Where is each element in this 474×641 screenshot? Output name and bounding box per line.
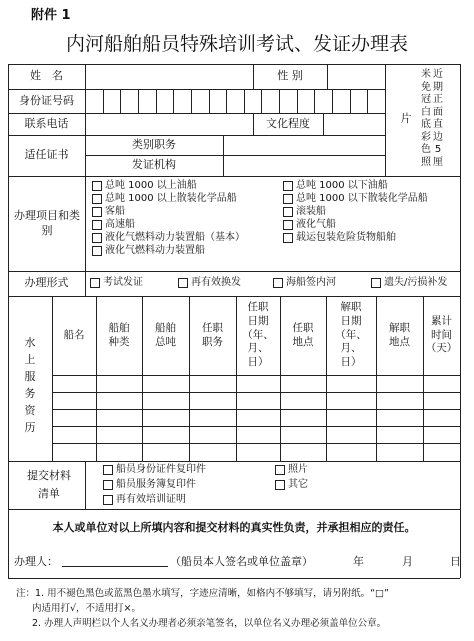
service-cell[interactable] — [377, 410, 423, 426]
item-option-label: 总吨 1000 以上散装化学品船 — [105, 193, 237, 204]
id-digit-divider — [120, 89, 121, 113]
form-option[interactable] — [178, 275, 241, 291]
checkbox[interactable] — [92, 246, 102, 256]
phone-field[interactable] — [86, 114, 252, 135]
service-cell[interactable] — [53, 393, 96, 409]
date-month-label: 月 — [402, 555, 413, 568]
checkbox[interactable] — [283, 233, 293, 243]
id-digit-divider — [226, 89, 227, 113]
service-cell[interactable] — [143, 444, 189, 460]
category-duty-field[interactable] — [224, 136, 384, 155]
id-digit-divider — [314, 89, 315, 113]
issuer-label: 发证机构 — [132, 158, 176, 172]
materials-label: 提交材料清单 — [27, 469, 71, 500]
service-header: 船名 — [63, 328, 85, 341]
category-duty-label: 类别职务 — [132, 137, 176, 151]
service-header: 解职 地点 — [389, 321, 410, 348]
item-option-label: 总吨 1000 以下油船 — [296, 180, 388, 191]
id-digit-divider — [103, 89, 104, 113]
id-digit-divider — [138, 89, 139, 113]
page-title: 内河船舶船员特殊培训考试、发证办理表 — [65, 33, 408, 55]
service-cell[interactable] — [190, 393, 236, 409]
photo-box[interactable] — [386, 65, 460, 176]
id-digit-divider — [297, 89, 298, 113]
checkbox[interactable] — [103, 495, 113, 505]
service-cell[interactable] — [97, 393, 142, 409]
item-option-label: 载运包装危险货物船舶 — [296, 232, 396, 243]
checkbox[interactable] — [92, 207, 102, 217]
checkbox[interactable] — [178, 278, 188, 288]
material-option[interactable] — [103, 462, 206, 478]
material-option-label: 其它 — [288, 479, 308, 490]
checkbox[interactable] — [275, 480, 285, 490]
service-cell[interactable] — [190, 410, 236, 426]
gender-label: 性 别 — [277, 69, 303, 83]
service-cell[interactable] — [327, 427, 376, 443]
attachment-label: 附件 1 — [31, 8, 71, 23]
service-cell[interactable] — [237, 410, 280, 426]
applicant-label: 办理人： — [14, 555, 58, 568]
id-digit-divider — [173, 89, 174, 113]
form-option[interactable] — [371, 275, 447, 291]
service-cell[interactable] — [281, 410, 326, 426]
checkbox[interactable] — [371, 278, 381, 288]
checkbox[interactable] — [275, 465, 285, 475]
items-label: 办理项目和类别 — [14, 209, 80, 237]
service-cell[interactable] — [327, 444, 376, 460]
form-option-label: 考试发证 — [103, 277, 143, 288]
material-option-label: 船员身份证件复印件 — [116, 464, 206, 475]
service-cell[interactable] — [327, 376, 376, 392]
applicant-signature-line[interactable] — [62, 566, 168, 567]
date-year-label: 年 — [353, 555, 364, 568]
service-cell[interactable] — [424, 410, 460, 426]
id-digit-divider — [332, 89, 333, 113]
checkbox[interactable] — [103, 480, 113, 490]
item-option-label: 滚装船 — [296, 206, 326, 217]
service-header: 解职 日期 （年、 月、 日） — [335, 301, 367, 368]
form-options — [85, 271, 460, 296]
material-option[interactable] — [275, 462, 308, 478]
date-day-label: 日 — [450, 555, 461, 568]
checkbox[interactable] — [283, 220, 293, 230]
phone-label: 联系电话 — [24, 116, 69, 130]
items-options — [85, 176, 460, 271]
gender-field[interactable] — [328, 65, 384, 89]
service-cell[interactable] — [97, 427, 142, 443]
service-header: 任职 日期 （年、 月、 日） — [242, 301, 274, 368]
certificate-label: 适任证书 — [24, 148, 69, 162]
service-cell[interactable] — [281, 376, 326, 392]
checkbox[interactable] — [283, 207, 293, 217]
applicant-note: （船员本人签名或单位盖章） — [170, 555, 313, 568]
service-cell[interactable] — [377, 376, 423, 392]
checkbox[interactable] — [283, 194, 293, 204]
service-cell[interactable] — [97, 410, 142, 426]
item-option-label: 液化气船 — [296, 219, 336, 230]
material-option-label: 再有效培训证明 — [116, 494, 186, 505]
photo-note-column: 米免冠白底彩色照 — [421, 69, 431, 168]
note-line-3: 2. 办理人声明栏以个人名义办理者必须亲笔签名，以单位名义办理必须盖单位公章。 — [32, 618, 387, 629]
form-option[interactable] — [90, 275, 143, 291]
material-option-label: 船员服务簿复印件 — [116, 479, 196, 490]
service-cell[interactable] — [237, 393, 280, 409]
material-option[interactable] — [103, 492, 186, 508]
service-header: 累计 时间 （天） — [425, 315, 458, 355]
service-history-label — [8, 296, 52, 461]
item-option-label: 液化气燃料动力装置船 — [105, 245, 205, 256]
service-header: 任职 地点 — [292, 321, 314, 348]
service-cell[interactable] — [53, 410, 96, 426]
name-label: 姓 名 — [30, 69, 63, 83]
material-option[interactable] — [103, 477, 196, 493]
service-cell[interactable] — [190, 427, 236, 443]
service-cell[interactable] — [190, 444, 236, 460]
form-option-label: 遗失/污损补发 — [384, 277, 448, 288]
photo-label: 片 — [400, 112, 412, 125]
service-cell[interactable] — [327, 410, 376, 426]
material-option-label: 照片 — [288, 464, 308, 475]
id-digit-divider — [244, 89, 245, 113]
id-number-label: 身份证号码 — [19, 93, 74, 107]
service-cell[interactable] — [424, 393, 460, 409]
name-field[interactable] — [86, 65, 252, 89]
service-cell[interactable] — [237, 376, 280, 392]
service-cell[interactable] — [143, 376, 189, 392]
service-cell[interactable] — [424, 427, 460, 443]
service-cell[interactable] — [97, 376, 142, 392]
service-cell[interactable] — [53, 376, 96, 392]
service-cell[interactable] — [143, 427, 189, 443]
checkbox[interactable] — [92, 233, 102, 243]
checkbox[interactable] — [92, 220, 102, 230]
service-cell[interactable] — [281, 444, 326, 460]
id-digit-divider — [350, 89, 351, 113]
id-digit-divider — [209, 89, 210, 113]
photo-requirements — [420, 69, 460, 173]
education-label: 文化程度 — [266, 116, 310, 130]
item-option-label: 总吨 1000 以上油船 — [105, 180, 197, 191]
form-label: 办理形式 — [24, 276, 69, 290]
checkbox[interactable] — [103, 465, 113, 475]
materials-options — [85, 461, 460, 509]
service-cell[interactable] — [143, 410, 189, 426]
service-history-text: 水上服务资历 — [24, 336, 36, 434]
id-digit-divider — [279, 89, 280, 113]
form-option[interactable] — [273, 275, 336, 291]
checkbox[interactable] — [92, 181, 102, 191]
service-cell[interactable] — [53, 427, 96, 443]
service-cell[interactable] — [53, 444, 96, 460]
service-cell[interactable] — [281, 427, 326, 443]
service-cell[interactable] — [424, 376, 460, 392]
service-cell[interactable] — [377, 393, 423, 409]
item-option[interactable] — [92, 243, 205, 259]
id-digit-divider — [261, 89, 262, 113]
checkbox[interactable] — [283, 181, 293, 191]
service-cell[interactable] — [237, 427, 280, 443]
service-cell[interactable] — [190, 376, 236, 392]
service-header: 船舶 总吨 — [155, 321, 176, 348]
material-option[interactable] — [275, 477, 308, 493]
service-header: 船舶 种类 — [108, 321, 130, 348]
service-cell[interactable] — [424, 444, 460, 460]
id-digit-divider — [367, 89, 368, 113]
note-line-2: 内适用打√，不适用打×。 — [32, 603, 142, 614]
service-cell[interactable] — [377, 444, 423, 460]
form-option-label: 海船签内河 — [286, 277, 336, 288]
checkbox[interactable] — [92, 194, 102, 204]
item-option-label: 高速船 — [105, 219, 135, 230]
item-option-label: 总吨 1000 以下散装化学品船 — [296, 193, 428, 204]
id-digit-divider — [156, 89, 157, 113]
item-option-label: 客船 — [105, 206, 125, 217]
declaration-text: 本人或单位对以上所填内容和提交材料的真实性负责，并承担相应的责任。 — [52, 521, 416, 534]
issuer-field[interactable] — [224, 156, 384, 176]
service-cell[interactable] — [377, 427, 423, 443]
service-cell[interactable] — [327, 393, 376, 409]
service-cell[interactable] — [237, 444, 280, 460]
item-option[interactable] — [283, 230, 396, 246]
service-header: 任职 职务 — [202, 321, 223, 348]
checkbox[interactable] — [273, 278, 283, 288]
item-option-label: 液化气燃料动力装置船（基本） — [105, 232, 245, 243]
id-digit-divider — [191, 89, 192, 113]
note-line-1: 注：1. 用不褪色黑色或蓝黑色墨水填写，字迹应清晰，如格内不够填写，请另附纸。“□” — [16, 588, 389, 599]
service-cell[interactable] — [281, 393, 326, 409]
education-field[interactable] — [324, 114, 384, 135]
service-cell[interactable] — [97, 444, 142, 460]
service-cell[interactable] — [143, 393, 189, 409]
form-option-label: 再有效换发 — [191, 277, 241, 288]
photo-note-column: 近期正面直边5厘 — [433, 69, 443, 168]
checkbox[interactable] — [90, 278, 100, 288]
